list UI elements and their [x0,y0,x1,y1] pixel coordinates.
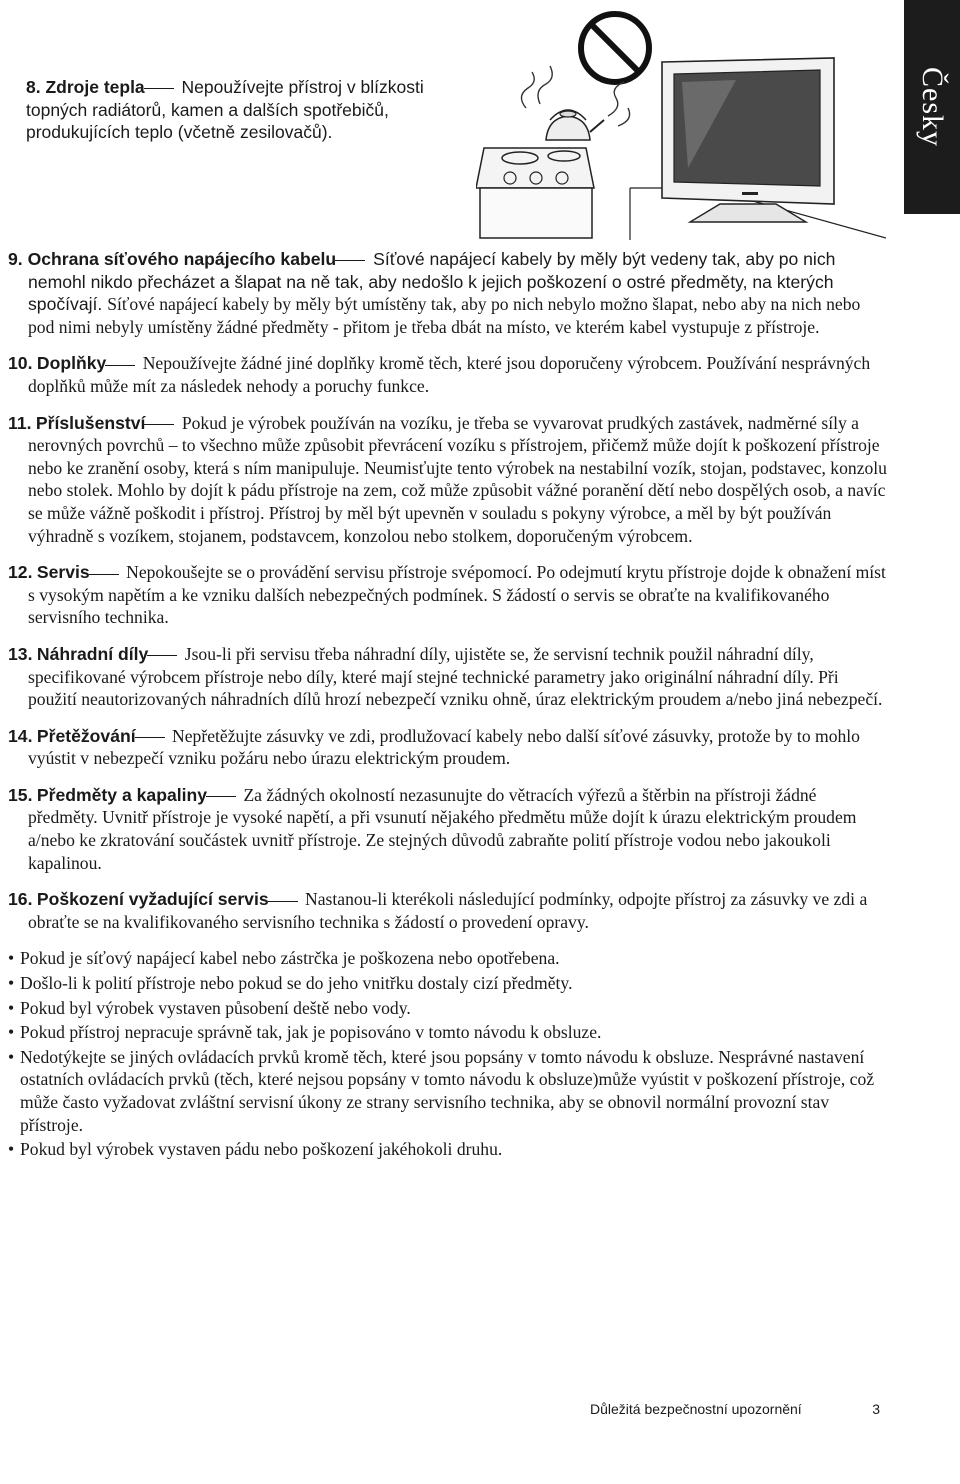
item-10-accessories: 10. Doplňky Nepoužívejte žádné jiné doplňky kromě těch, které jsou doporučeny výrobcem. Používání nesprávných doplňků může mít za následek nehody a poruchy funkce. [8,353,871,396]
item-9-text-serif: Síťové napájecí kabely by měly být umístěny tak, aby po nich nebylo možno šlapat, nebo aby na nich nebo pod nimi nebyly umístěny žádné předměty - přitom je třeba dbát na místo, ve kterém kabel vystupuje z přístroje. [28,294,861,337]
item-14-overloading: 14. Přetěžování Nepřetěžujte zásuvky ve zdi, prodlužovací kabely nebo další síťové zásuvky, protože by to mohlo vyústit v nebezpečí vzniku požáru nebo úrazu elektrickým proudem. [8,725,860,769]
list-item: • Nedotýkejte se jiných ovládacích prvků kromě těch, které jsou popsány v tomto návodu k obsluze. Nesprávné nastavení ostatních ovládacích prvků (těch, které nejsou popsány v tomto návodu k obsluze)může vyústit v poškození přístroje, což může často vyžadovat zvláštní servisní úkony ze strany servisního technika, aby se obnovil normální provozní stav přístroje. [8,1046,875,1135]
list-item: • Pokud byl výrobek vystaven pádu nebo poškození jakéhokoli druhu. [8,1139,503,1160]
item-16-heading: Poškození vyžadující servis [36,889,269,910]
item-16-text: Nastanou-li kterékoli následující podmínky, odpojte přístroj za zásuvky ve zdi a obraťte se na kvalifikovaného servisního technika s žádostí o provedení opravy. [28,889,868,932]
item-9-text-sans: Síťové napájecí kabely by měly být vedeny tak, aby po nich nemohl nikdo přecházet a šlapat na ně tak, aby nedošlo k jejich poškození o ostré předměty, na kterých spočívají. [28,249,836,315]
list-item: • Pokud byl výrobek vystaven působení deště nebo vody. [8,997,411,1018]
list-item: • Pokud je síťový napájecí kabel nebo zástrčka je poškozena nebo opotřebena. [8,948,560,969]
item-14-text: Nepřetěžujte zásuvky ve zdi, prodlužovací kabely nebo další síťové zásuvky, protože by to mohlo vyústit v nebezpečí vzniku požáru nebo úrazu elektrickým proudem. [28,725,860,769]
item-15-heading: Předměty a kapaliny [36,784,208,805]
item-12-text: Nepokoušejte se o provádění servisu přístroje svépomocí. Po odejmutí krytu přístroje dojde k obnažení míst s vysokým napětím a ke vzniku dalších nebezpečných podmínek. S žádostí o servis se obraťte na kvalifikovaného servisního technika. [28,562,886,628]
language-label: Česky [916,67,949,147]
safety-instructions [8,248,888,1163]
item-11-heading: Příslušenství [35,412,146,433]
item-11-text: Pokud je výrobek používán na vozíku, je třeba se vyvarovat prudkých zastávek, nadměrné síly a nerovných povrchů – to všechno může způsobit převrácení vozíku s přístrojem, přičemž může dojít k poškození přístroje nebo ke zranění osoby, která s ním manipuluje. Neumisťujte tento výrobek na nestabilní vozík, stojan, podstavec, konzolu nebo stolek. Mohlo by dojít k pádu přístroje na zem, což může způsobit vážné poranění dětí nebo dospělých osob, a navíc se může vážně poškodit i přístroj. Přístroj by měl být upevněn v souladu s pokyny výrobce, a měl by být používán výhradně s vozíkem, stojanem, podstavcem, konzolou nebo stolkem, doporučeným výrobcem. [28,412,887,546]
item-13-heading: Náhradní díly [36,643,149,664]
item-12-heading: Servis [36,562,90,583]
item-14-heading: Přetěžování [36,725,136,746]
item-13-text: Jsou-li při servisu třeba náhradní díly, ujistěte se, že servisní technik použil náhradní díly, specifikované výrobcem přístroje nebo díly, které mají stejné technické parametry jako originální náhradní díly. Při použití neautorizovaných náhradních dílů hrozí nebezpečí vzniku ohně, úraz elektrickým proudem a/nebo jiná nebezpečí. [28,643,883,710]
no-heat-source-near-monitor-icon [476,8,886,240]
item-15-text: Za žádných okolností nezasunujte do větracích výřezů a štěrbin na přístroji žádné předměty. Uvnitř přístroje je vysoké napětí, a při vsunutí nějakého předmětu může dojít k úrazu elektrickým proudem a/nebo ke zkratování součástek uvnitř přístroje. Ze stejných důvodů zabraňte polití přístroje vodou nebo jakoukoli kapalinou. [28,784,857,873]
language-tab [904,0,960,214]
page-number: 3 [872,1401,880,1417]
item-13-replacement-parts: 13. Náhradní díly Jsou-li při servisu třeba náhradní díly, ujistěte se, že servisní technik použil náhradní díly, specifikované výrobcem přístroje nebo díly, které mají stejné technické parametry jako originální náhradní díly. Při použití neautorizovaných náhradních dílů hrozí nebezpečí vzniku ohně, úraz elektrickým proudem a/nebo jiná nebezpečí. [8,643,883,710]
item-8-heat-sources: 8. Zdroje tepla Nepoužívejte přístroj v blízkosti topných radiátorů, kamen a dalších spotřebičů, produkujících teplo (včetně zesilovačů). [26,77,424,142]
footer-section-title: Důležitá bezpečnostní upozornění [590,1401,802,1417]
list-item: • Došlo-li k polití přístroje nebo pokud se do jeho vnitřku dostaly cizí předměty. [8,973,573,994]
list-item: • Pokud přístroj nepracuje správně tak, jak je popisováno v tomto návodu k obsluze. [8,1022,602,1043]
item-8-heading: Zdroje tepla [45,77,145,97]
item-12-servicing: 12. Servis Nepokoušejte se o provádění servisu přístroje svépomocí. Po odejmutí krytu přístroje dojde k obnažení míst s vysokým napětím a ke vzniku dalších nebezpečných podmínek. S žádostí o servis se obraťte na kvalifikovaného servisního technika. [8,562,886,628]
item-10-text: Nepoužívejte žádné jiné doplňky kromě těch, které jsou doporučeny výrobcem. Používání nesprávných doplňků může mít za následek nehody a poruchy funkce. [28,353,871,396]
item-15-objects-liquids: 15. Předměty a kapaliny Za žádných okolností nezasunujte do větracích výřezů a štěrbin na přístroji žádné předměty. Uvnitř přístroje je vysoké napětí, a při vsunutí nějakého předmětu může dojít k úrazu elektrickým proudem a/nebo ke zkratování součástek uvnitř přístroje. Ze stejných důvodů zabraňte polití přístroje vodou nebo jakoukoli kapalinou. [8,784,857,873]
damage-conditions-list [8,947,888,1160]
item-10-heading: Doplňky [36,353,107,374]
item-8-text: Nepoužívejte přístroj v blízkosti topných radiátorů, kamen a dalších spotřebičů, produkujících teplo (včetně zesilovačů). [26,77,424,142]
item-16-damage-requiring-service: 16. Poškození vyžadující servis Nastanou-li kterékoli následující podmínky, odpojte přístroj za zásuvky ve zdi a obraťte se na kvalifikovaného servisního technika s žádostí o provedení opravy. [8,889,868,932]
item-9-heading: Ochrana síťového napájecího kabelu [27,249,337,269]
item-11-attachments: 11. Příslušenství Pokud je výrobek používán na vozíku, je třeba se vyvarovat prudkých zastávek, nadměrné síly a nerovných povrchů – to všechno může způsobit převrácení vozíku s přístrojem, přičemž může dojít k poškození přístroje nebo ke zranění osoby, která s ním manipuluje. Neumisťujte tento výrobek na nestabilní vozík, stojan, podstavec, konzolu nebo stolek. Mohlo by dojít k pádu přístroje na zem, což může způsobit vážné poranění dětí nebo dospělých osob, a navíc se může vážně poškodit i přístroj. Přístroj by měl být upevněn v souladu s pokyny výrobce, a měl by být používán výhradně s vozíkem, stojanem, podstavcem, konzolou nebo stolkem, doporučeným výrobcem. [8,412,887,546]
page-footer [590,1401,880,1417]
item-9-power-cord: 9. Ochrana síťového napájecího kabelu Síťové napájecí kabely by měly být vedeny tak, aby po nich nemohl nikdo přecházet a šlapat na ně tak, aby nedošlo k jejich poškození o ostré předměty, na kterých spočívají. Síťové napájecí kabely by měly být umístěny tak, aby po nich nebylo možno šlapat, nebo aby na nich nebo pod nimi nebyly umístěny žádné předměty - přitom je třeba dbát na místo, ve kterém kabel vystupuje z přístroje. [8,249,861,337]
